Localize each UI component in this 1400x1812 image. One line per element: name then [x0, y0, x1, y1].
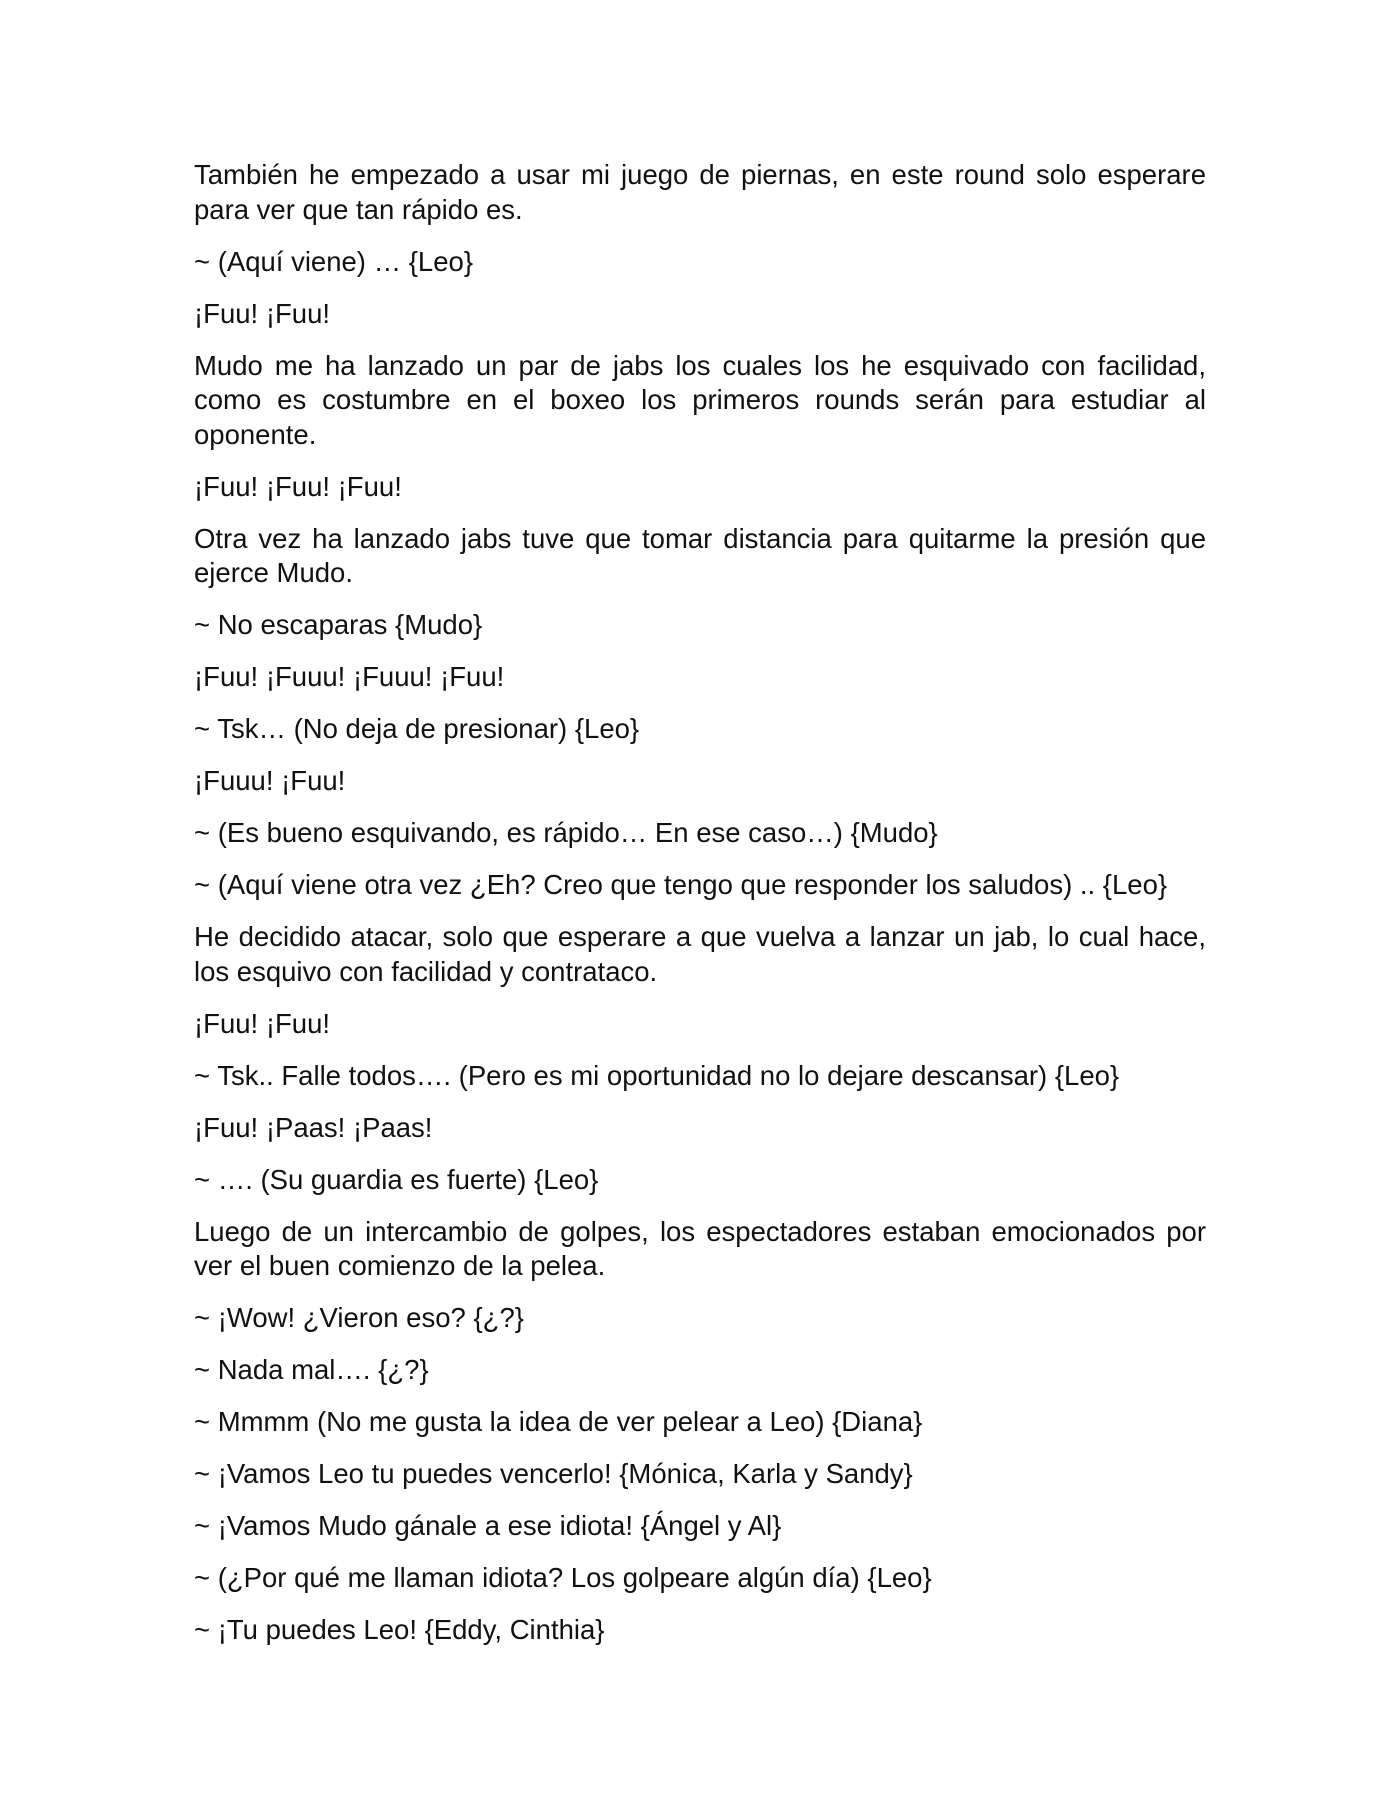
paragraph-sound-effect: ¡Fuuu! ¡Fuu!	[194, 765, 346, 796]
paragraph-dialogue: ~ (Aquí viene otra vez ¿Eh? Creo que tengo que responder los saludos) .. {Leo}	[194, 869, 1168, 900]
paragraph-dialogue: ~ Tsk… (No deja de presionar) {Leo}	[194, 713, 640, 744]
paragraph-sound-effect: ¡Fuu! ¡Fuu! ¡Fuu!	[194, 470, 402, 502]
paragraph-sound-effect: ¡Fuu! ¡Paas! ¡Paas!	[194, 1111, 433, 1143]
paragraph-sound-effect: ¡Fuu! ¡Fuu!	[194, 297, 331, 329]
paragraph-dialogue: ~ Tsk.. Falle todos…. (Pero es mi oportunidad no lo dejare descansar) {Leo}	[194, 1059, 1120, 1091]
paragraph-dialogue: ~ (¿Por qué me llaman idiota? Los golpeare algún día) {Leo}	[194, 1562, 932, 1593]
paragraph-dialogue: ~ No escaparas {Mudo}	[194, 609, 483, 640]
paragraph-dialogue: ~ ¡Tu puedes Leo! {Eddy, Cinthia}	[194, 1614, 605, 1645]
paragraph-sound-effect: ¡Fuu! ¡Fuu!	[194, 1007, 331, 1039]
paragraph-dialogue: ~ …. (Su guardia es fuerte) {Leo}	[194, 1163, 599, 1195]
paragraph-dialogue: ~ ¡Vamos Leo tu puedes vencerlo! {Mónica, Karla y Sandy}	[194, 1458, 913, 1489]
paragraph-narration: Otra vez ha lanzado jabs tuve que tomar distancia para quitarme la presión que ejerce Mudo.	[194, 522, 1214, 588]
paragraph-narration: He decidido atacar, solo que esperare a que vuelva a lanzar un jab, lo cual hace, los esquivo con facilidad y contrataco.	[194, 921, 1214, 987]
paragraph-sound-effect: ¡Fuu! ¡Fuuu! ¡Fuuu! ¡Fuu!	[194, 661, 505, 692]
paragraph-narration: Mudo me ha lanzado un par de jabs los cuales los he esquivado con facilidad, como es costumbre en el boxeo los primeros rounds serán para estudiar al oponente.	[194, 349, 1214, 450]
paragraph-dialogue: ~ ¡Vamos Mudo gánale a ese idiota! {Ángel y Al}	[194, 1510, 782, 1541]
paragraph-narration: También he empezado a usar mi juego de piernas, en este round solo esperare para ver que tan rápido es.	[194, 159, 1214, 225]
paragraph-dialogue: ~ Mmmm (No me gusta la idea de ver pelear a Leo) {Diana}	[194, 1406, 923, 1437]
paragraph-dialogue: ~ (Es bueno esquivando, es rápido… En ese caso…) {Mudo}	[194, 817, 938, 848]
paragraph-dialogue: ~ ¡Wow! ¿Vieron eso? {¿?}	[194, 1302, 524, 1333]
paragraph-dialogue: ~ (Aquí viene) … {Leo}	[194, 245, 474, 277]
paragraph-narration: Luego de un intercambio de golpes, los espectadores estaban emocionados por ver el buen comienzo de la pelea.	[194, 1215, 1214, 1281]
document-page	[194, 158, 1214, 1665]
paragraph-dialogue: ~ Nada mal…. {¿?}	[194, 1354, 429, 1385]
